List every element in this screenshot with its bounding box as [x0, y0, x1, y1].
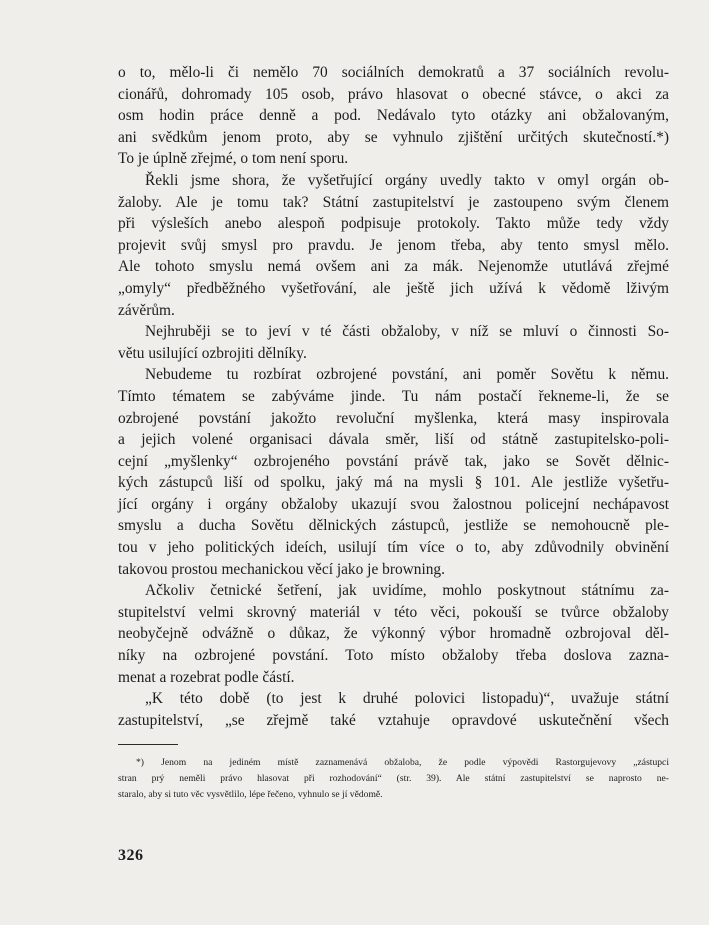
- text-line: „omyly“ předběžného vyšetřování, ale ještě jich užívá k vědomě lživým: [118, 279, 669, 297]
- text-line: cionářů, dohromady 105 osob, právo hlasovat o obecné stávce, o akci za: [118, 85, 669, 103]
- main-text: [118, 62, 669, 731]
- text-line: Řekli jsme shora, že vyšetřující orgány uvedly takto v omyl orgán ob-: [145, 171, 669, 189]
- text-line: stupitelství velmi skrovný materiál v této věci, pokouší se tvůrce obžaloby: [118, 603, 669, 621]
- text-line: o to, mělo-li či nemělo 70 sociálních demokratů a 37 sociálních revolu-: [118, 64, 669, 81]
- footnote-divider: [118, 744, 178, 745]
- text-line: osm hodin práce denně a pod. Nedávalo tyto otázky ani obžalovaným,: [118, 107, 669, 125]
- text-line: ani svědkům jenom proto, aby se vyhnulo zjištění určitých skutečností.*): [118, 128, 669, 146]
- text-line: Nejhruběji se to jeví v té části obžaloby, v níž se mluví o činnosti So-: [145, 323, 669, 341]
- text-line: Ačkoliv četnické šetření, jak uvidíme, mohlo poskytnout státnímu za-: [145, 582, 669, 600]
- text-line: To je úplně zřejmé, o tom není sporu.: [118, 150, 349, 168]
- text-line: jící orgány i orgány obžaloby ukazují svou žalostnou policejní nechápavost: [118, 495, 669, 513]
- text-line: Tímto tématem se zabýváme jinde. Tu nám postačí řekneme-li, že se: [118, 387, 669, 405]
- text-line: cejní „myšlenky“ ozbrojeného povstání právě tak, jako se Sovět dělnic-: [118, 452, 669, 470]
- text-line: Ale tohoto smyslu nemá ovšem ani za mák. Nejenomže ututlává zřejmé: [118, 258, 669, 276]
- text-line: Nebudeme tu rozbírat ozbrojené povstání, ani poměr Sovětu k němu.: [145, 366, 669, 384]
- footnote-line: staralo, aby si tuto věc vysvětlilo, lépe řečeno, vyhnulo se jí vědomě.: [118, 789, 383, 800]
- text-line: a jejich volené organisaci dávala směr, liší od státně zastupitelsko-poli-: [118, 431, 669, 449]
- text-line: při výsleších anebo alespoň podpisuje protokoly. Takto může tedy vždy: [118, 215, 669, 233]
- text-line: projevit svůj smysl pro pravdu. Je jenom třeba, aby tento smysl mělo.: [118, 236, 669, 254]
- text-line: zastupitelství, „se zřejmě také vztahuje opravdové uskutečnění všech: [118, 711, 669, 729]
- text-line: níky na ozbrojené povstání. Toto místo obžaloby třeba doslova zazna-: [118, 647, 669, 665]
- text-line: větu usilující ozbrojiti dělníky.: [118, 344, 307, 362]
- text-line: ozbrojené povstání jakožto revoluční myšlenka, která masy inspirovala: [118, 409, 669, 427]
- text-line: závěrům.: [118, 301, 175, 319]
- footnotes: [118, 755, 669, 803]
- text-line: žaloby. Ale je tomu tak? Státní zastupitelství je zastoupeno svým členem: [118, 193, 669, 211]
- text-line: tou v jeho politických ideích, usilují tím více o to, aby zdůvodnily obvinění: [118, 539, 669, 557]
- text-line: menat a rozebrat podle částí.: [118, 668, 295, 686]
- text-line: kých zástupců liší od spolku, jaký má na mysli § 101. Ale jestliže vyšetřu-: [118, 474, 669, 492]
- page-number: 326: [118, 847, 144, 864]
- text-line: „K této době (to jest k druhé polovici listopadu)“, uvažuje státní: [145, 690, 669, 708]
- text-line: smyslu a ducha Sovětu dělnických zástupců, jestliže se nemohoucně ple-: [118, 517, 669, 535]
- text-line: takovou prostou mechanickou věcí jako je browning.: [118, 560, 445, 578]
- footnote-line: stran prý neměli právo hlasovat při rozhodování“ (str. 39). Ale státní zastupitelství se naprosto ne-: [118, 773, 669, 784]
- footnote-line: *) Jenom na jediném místě zaznamenává obžaloba, že podle výpovědi Rastorgujevovy „zástupci: [136, 757, 669, 768]
- text-line: neobyčejně odvážně o důkaz, že výkonný výbor hromadně ozbrojoval děl-: [118, 625, 669, 643]
